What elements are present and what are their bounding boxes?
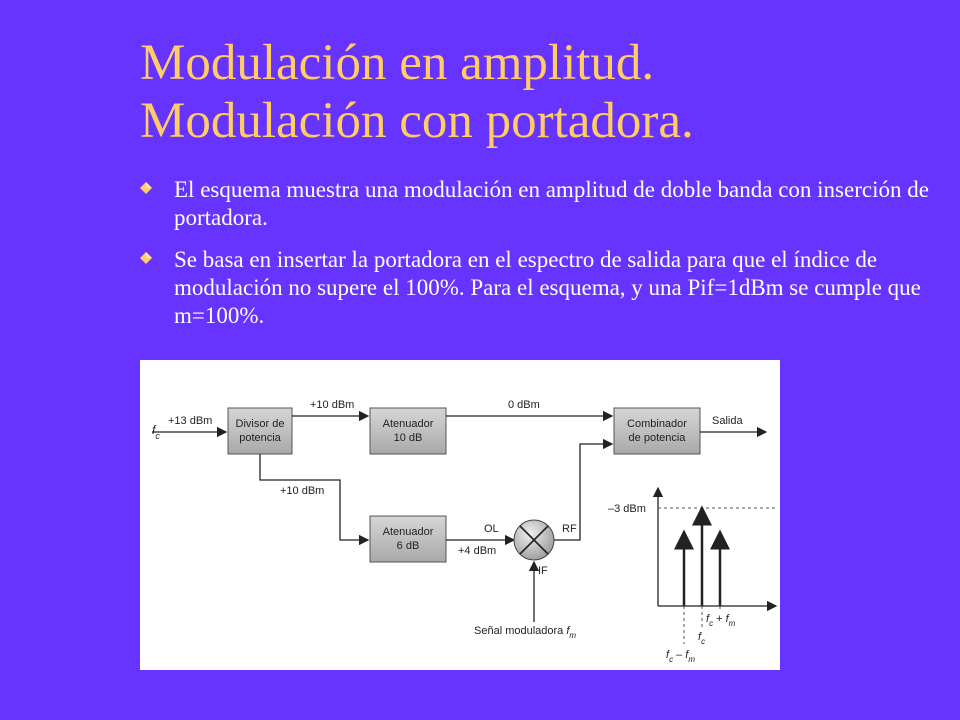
diamond-bullet-icon [140,252,152,264]
attenuator-6db-block [370,516,446,562]
modulating-signal-label: Señal moduladora $f_m$ [474,625,577,640]
title-line-1: Modulación en amplitud. [140,35,655,91]
atten1-label-2: 10 dB [393,432,423,444]
bullet-item [140,176,940,232]
power-combiner-block [614,408,700,454]
power-divider-block [228,408,292,454]
input-power-label: +13 dBm [168,415,213,427]
spectrum-level-label: –3 dBm [608,503,646,515]
combiner-label-2: de potencia [628,432,686,444]
lower-branch-power: +10 dBm [280,485,325,497]
lower-sideband-label: $f_c - f_m$ [666,649,696,664]
am-modulator-diagram [140,360,780,670]
top-branch-power: +10 dBm [310,399,355,411]
attenuator-10db-block [370,408,446,454]
output-spectrum [608,488,776,664]
diamond-bullet-icon [140,182,152,194]
ol-label: OL [484,523,499,535]
divider-label-2: potencia [239,432,281,444]
rf-label: RF [562,523,577,535]
title-line-2: Modulación con portadora. [140,93,694,149]
bullet-text: Se basa en insertar la portadora en el espectro de salida para que el índice de modulación no supere el 100%. Para el esquema, y una Pif=1dBm se cumple que m=100%. [174,247,921,328]
atten2-label-2: 6 dB [396,540,420,552]
bullet-list [140,176,940,344]
upper-sideband-label: $f_c + f_m$ [706,613,736,628]
input-signal-label: $f_c$ [152,423,160,441]
output-label: Salida [712,415,743,427]
if-label: IF [538,565,548,577]
carrier-label: $f_c$ [698,631,706,646]
combiner-label-1: Combinador [627,418,687,430]
bullet-text: El esquema muestra una modulación en amplitud de doble banda con inserción de portadora. [174,177,929,230]
divider-label-1: Divisor de [235,418,285,430]
bullet-item [140,246,940,330]
atten2-label-1: Atenuador [382,526,434,538]
ol-power-label: +4 dBm [458,545,497,557]
lower-branch-line [260,454,368,540]
atten1-label-1: Atenuador [382,418,434,430]
mixer-icon [514,520,554,560]
after-atten1-power: 0 dBm [508,399,540,411]
slide-title [140,34,940,150]
